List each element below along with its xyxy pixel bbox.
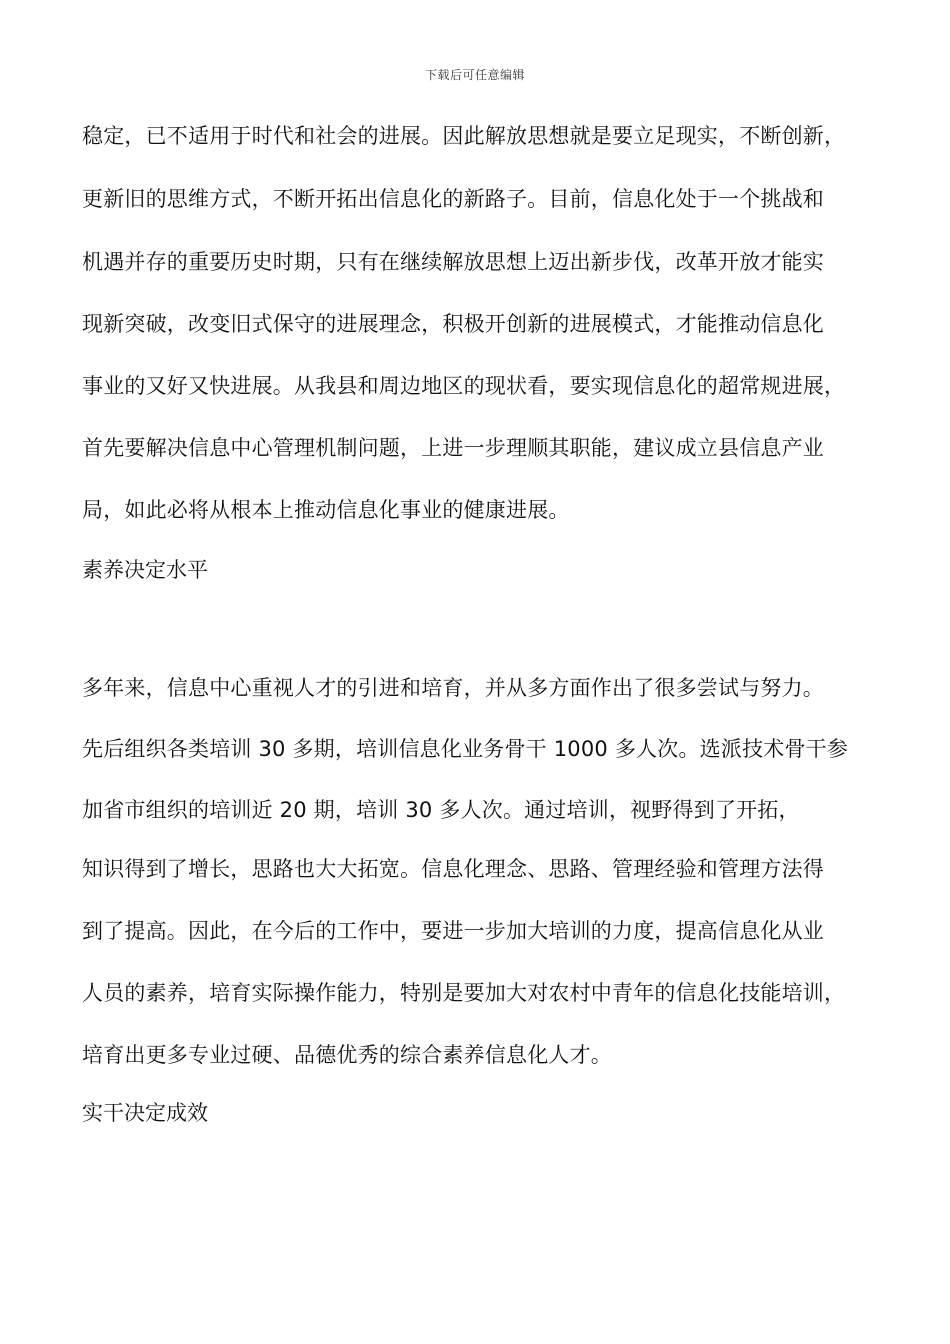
paragraph-line: 加省市组织的培训近 20 期，培训 30 多人次。通过培训，视野得到了开拓， [82, 798, 800, 822]
paragraph-line: 多年来，信息中心重视人才的引进和培育，并从多方面作出了很多尝试与努力。 [82, 676, 824, 700]
paragraph-line: 现新突破，改变旧式保守的进展理念，积极开创新的进展模式，才能推动信息化 [82, 312, 824, 336]
paragraph-line: 机遇并存的重要历史时期，只有在继续解放思想上迈出新步伐，改革开放才能实 [82, 250, 824, 274]
paragraph-line: 事业的又好又快进展。从我县和周边地区的现状看，要实现信息化的超常规进展， [82, 374, 846, 398]
section-heading: 素养决定水平 [82, 558, 208, 582]
paragraph-line: 更新旧的思维方式，不断开拓出信息化的新路子。目前，信息化处于一个挑战和 [82, 187, 824, 211]
section-heading: 实干决定成效 [82, 1101, 208, 1125]
paragraph-line: 先后组织各类培训 30 多期，培训信息化业务骨干 1000 多人次。选派技术骨干参 [82, 737, 849, 761]
paragraph-line: 到了提高。因此，在今后的工作中，要进一步加大培训的力度，提高信息化从业 [82, 919, 824, 943]
paragraph-line: 人员的素养，培育实际操作能力，特别是要加大对农村中青年的信息化技能培训， [82, 981, 846, 1005]
paragraph-line: 知识得到了增长，思路也大大拓宽。信息化理念、思路、管理经验和管理方法得 [82, 857, 824, 881]
paragraph-line: 培育出更多专业过硬、品德优秀的综合素养信息化人才。 [82, 1043, 612, 1067]
paragraph-line: 首先要解决信息中心管理机制问题，上进一步理顺其职能，建议成立县信息产业 [82, 436, 824, 460]
paragraph-line: 局，如此必将从根本上推动信息化事业的健康进展。 [82, 498, 570, 522]
page-header: 下载后可任意编辑 [424, 68, 525, 82]
paragraph-line: 稳定，已不适用于时代和社会的进展。因此解放思想就是要立足现实，不断创新， [82, 124, 846, 148]
